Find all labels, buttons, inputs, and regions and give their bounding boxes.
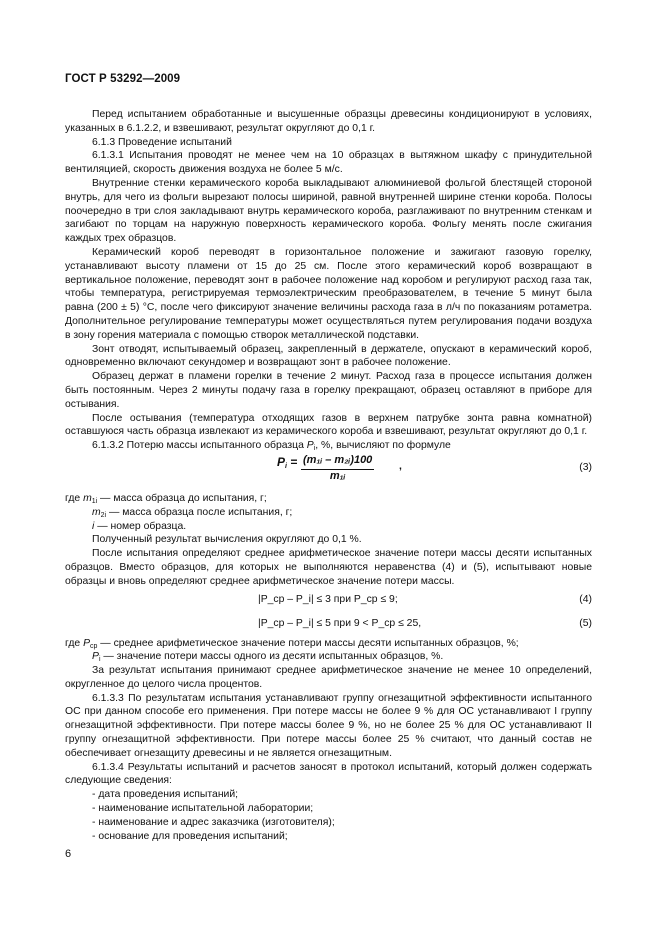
definition-sub: i: [98, 656, 101, 664]
definition-item: [65, 520, 592, 534]
paragraph: После испытания определяют среднее арифметическое значение потери массы десяти испытанных образцов. Вместо образцов, для которых не выполняются неравенства (4) и (5), испытывают новые образцы и вновь определяют среднее арифметическое значение потери массы.: [65, 548, 592, 587]
formula-denominator: m₁ᵢ: [329, 469, 346, 482]
equation-number: (4): [579, 593, 592, 605]
formula-fraction: [301, 454, 374, 484]
standard-header: ГОСТ Р 53292—2009: [65, 73, 181, 85]
list-item: - основание для проведения испытаний;: [92, 830, 288, 842]
equation-number: (3): [579, 461, 592, 473]
definition-symbol: i: [92, 520, 95, 532]
paragraph: 6.1.3.1 Испытания проводят не менее чем на 10 образцах в вытяжном шкафу с принудительной вентиляцией, скорость движения воздуха не более 5 м/с.: [65, 150, 592, 176]
paragraph: Образец держат в пламени горелки в течение 2 минут. Расход газа в процессе испытания должен быть постоянным. Через 2 минуты подачу газа в горелку прекращают, образец оставляют в приборе для остывания.: [65, 371, 592, 410]
where-label: где: [65, 637, 81, 649]
formula-numerator: (m₁ᵢ – m₂ᵢ)100: [301, 454, 374, 470]
paragraph: Внутренние стенки керамического короба выкладывают алюминиевой фольгой блестящей стороной внутрь, для чего из фольги вырезают полосы шириной, равной внутренней ширине стенки короба. Полосы поочередно в три слоя закладывают внутрь керамического короба, разглаживают по внутренним стенкам и загибают по торцам на наружную поверхность керамического короба. Фольгу менять после сжигания каждых трех образцов.: [65, 177, 592, 245]
paragraph: Перед испытанием обработанные и высушенные образцы древесины кондиционируют в условиях, указанных в 6.1.2.2, и взвешивают, результат округляют до 0,1 г.: [65, 109, 592, 134]
definition-item: [65, 637, 592, 651]
definition-text: — масса образца до испытания, г;: [97, 492, 267, 504]
section-heading: 6.1.3 Проведение испытаний: [92, 136, 232, 148]
inequality-5: [65, 613, 592, 637]
definition-item: [65, 492, 592, 506]
where-label: где: [65, 492, 81, 504]
formula-intro-sub: i: [313, 445, 316, 453]
paragraph: 6.1.3.4 Результаты испытаний и расчетов заносят в протокол испытаний, который должен содержать следующие сведения:: [65, 761, 592, 787]
definition-text: — масса образца после испытания, г;: [106, 506, 293, 518]
equation-number: (5): [579, 617, 592, 629]
definition-text: — значение потери массы одного из десяти испытанных образцов, %.: [100, 651, 444, 663]
formula-equals: =: [286, 454, 298, 469]
definition-sub: 1i: [91, 497, 98, 505]
formula-lhs: [277, 456, 297, 470]
definition-text: — среднее арифметическое значение потери массы десяти испытанных образцов, %;: [97, 637, 519, 649]
list-item: - дата проведения испытаний;: [92, 789, 239, 801]
definition-symbol: P: [92, 651, 99, 663]
definition-symbol: m: [92, 506, 101, 518]
page-number: 6: [65, 848, 72, 860]
formula-lhs-sub: i: [285, 462, 287, 470]
paragraph: Зонт отводят, испытываемый образец, закрепленный в держателе, опускают в керамический короб, одновременно включают секундомер и возвращают зонт в рабочее положение.: [65, 343, 592, 369]
definition-item: [65, 506, 592, 520]
inequality-expression: |P_ср – P_i| ≤ 5 при 9 < P_ср ≤ 25,: [258, 617, 422, 629]
definition-sub: ср: [90, 642, 98, 650]
formula-intro: [65, 439, 592, 453]
definition-item: [65, 650, 592, 664]
definition-symbol: m: [83, 492, 92, 504]
list-item: - наименование и адрес заказчика (изготовителя);: [92, 816, 335, 828]
formula-intro-tail: , %, вычисляют по формуле: [315, 440, 451, 452]
definition-sub: 2i: [100, 511, 107, 519]
definition-symbol: P: [83, 637, 90, 649]
paragraph: После остывания (температура отходящих газов в верхнем патрубке зонта равна комнатной) оставшуюся часть образца извлекают из керамического короба и взвешивают, результат округляют до 0,1 г.: [65, 412, 592, 438]
inequality-4: [65, 589, 592, 613]
formula-lhs-var: P: [277, 454, 286, 469]
document-body: [65, 108, 592, 843]
formula-intro-var: P: [306, 440, 314, 452]
definition-text: — номер образца.: [94, 520, 187, 532]
formula-comma: ,: [399, 460, 402, 472]
paragraph: Полученный результат вычисления округляют до 0,1 %.: [92, 534, 362, 546]
inequality-expression: |P_ср – P_i| ≤ 3 при P_ср ≤ 9;: [258, 593, 398, 605]
formula-intro-text: 6.1.3.2 Потерю массы испытанного образца: [92, 440, 307, 452]
paragraph: За результат испытания принимают среднее арифметическое значение не менее 10 определений, округленное до целого числа процентов.: [65, 665, 592, 690]
paragraph: 6.1.3.3 По результатам испытания устанавливают группу огнезащитной эффективности испытанного ОС при данном способе его применения. При потере массы не более 9 % для ОС устанавливают I группу огнезащитной эффективности. При потере массы более 9 %, но не более 25 % для ОС устанавливают II группу огнезащитной эффективности. При потере массы более 25 % считают, что данный состав не обеспечивает огнезащиту древесины и не является огнезащитным.: [65, 692, 592, 759]
formula-3: [65, 454, 592, 490]
paragraph: Керамический короб переводят в горизонтальное положение и зажигают газовую горелку, устанавливают высоту пламени от 15 до 25 см. После этого керамический короб возвращают в вертикальное положение, переводят зонт в рабочее положение над коробом и регулируют расход газа так, чтобы температура, регистрируемая термоэлектрическим преобразователем, в течение 5 минут была равна (200 ± 5) °С, после чего фиксируют значение величины расхода газа в л/ч по показаниям ротаметра. Дополнительное регулирование температуры может осуществляться путем регулирования подачи воздуха в зону горения материала с помощью створок металлической подставки.: [65, 246, 592, 341]
list-item: - наименование испытательной лаборатории;: [92, 803, 314, 815]
